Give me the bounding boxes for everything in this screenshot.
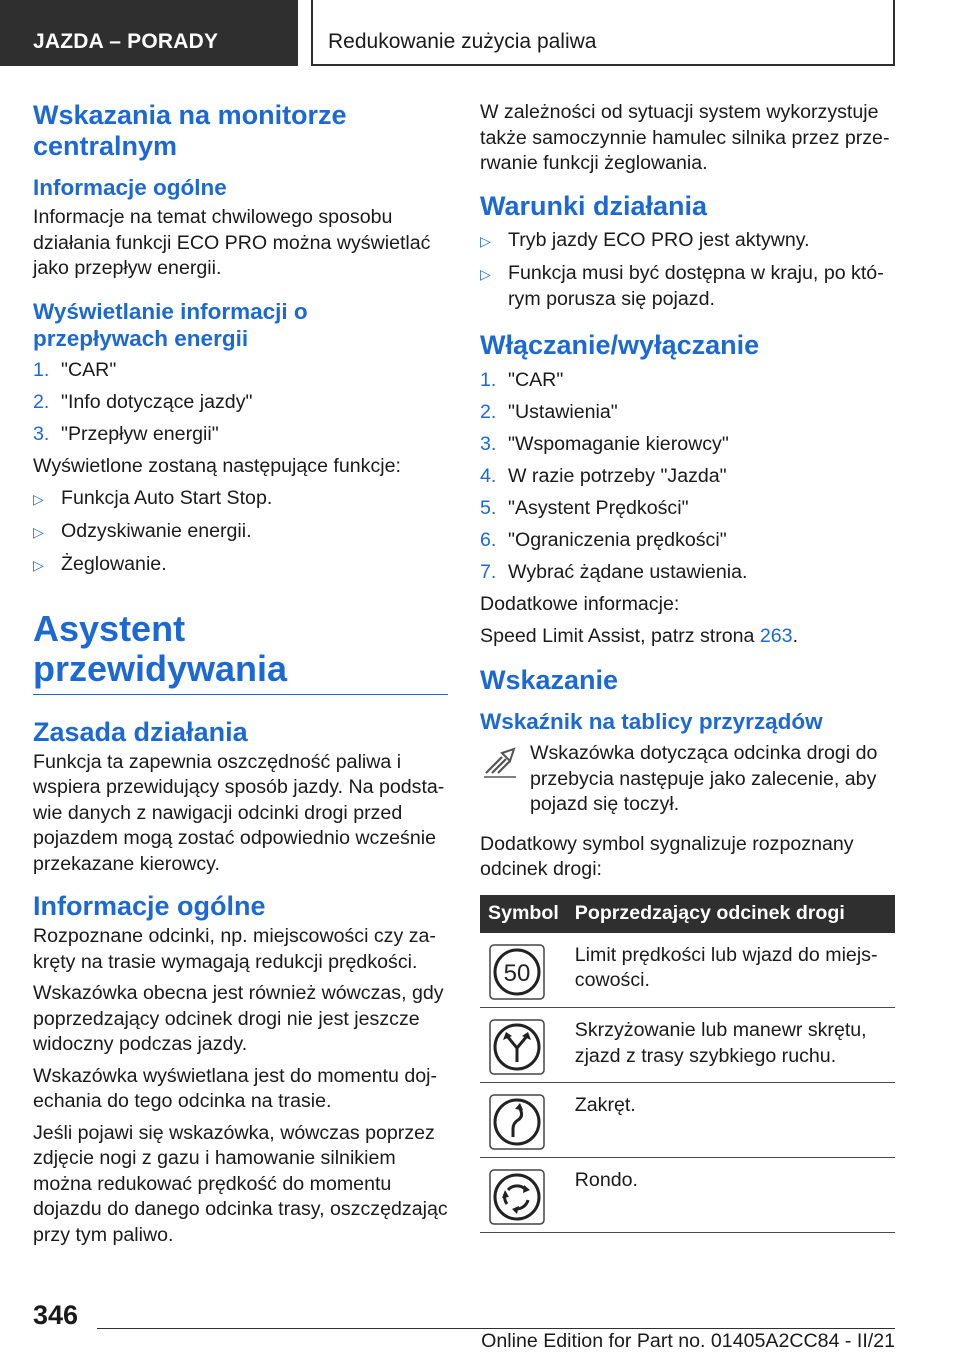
list-item (480, 496, 895, 522)
list-item (480, 528, 895, 554)
list-item (33, 486, 448, 513)
step-number: 4. (480, 464, 497, 487)
symbol-table (480, 895, 895, 1234)
paragraph-extra-symbol: Dodatkowy symbol sygnalizuje rozpoznany odcinek drogi: (480, 832, 854, 880)
section-cell: Limit prędkości lub wjazd do miejscowości. (567, 933, 895, 1008)
page-link[interactable]: 263 (759, 624, 793, 647)
bullet-list-conditions (480, 228, 895, 312)
heading-instrument-cluster: Wskaźnik na tablicy przyrządów (480, 709, 823, 734)
triangle-bullet-icon: ▷ (33, 491, 44, 507)
step-text: "Ograniczenia prędkości" (508, 528, 727, 551)
speed-limit-value: 50 (503, 959, 531, 987)
curve-icon (488, 1093, 546, 1151)
heading-monitor: Wskazania na monitorze centralnym (33, 100, 347, 161)
bullet-list-left (33, 486, 448, 579)
symbol-cell (480, 1008, 567, 1083)
steps-list-right (480, 368, 895, 586)
step-number: 5. (480, 496, 497, 519)
steps-list-left (33, 358, 448, 448)
step-number: 1. (33, 359, 50, 381)
column-header-symbol: Symbol (480, 895, 567, 933)
triangle-bullet-icon: ▷ (33, 557, 44, 573)
step-text: "CAR" (61, 359, 117, 381)
paragraph-info-2b: Wskazówka obecna jest również wówczas, gdy poprzedzający odcinek drogi nie jest jeszcze widoczny podczas jazdy. (33, 982, 444, 1055)
table-row (480, 1008, 895, 1083)
heading-principle: Zasada działania (33, 716, 248, 747)
bullet-text: Tryb jazdy ECO PRO jest aktywny. (508, 229, 810, 251)
step-number: 6. (480, 528, 497, 551)
table-row (480, 1158, 895, 1233)
table-row (480, 933, 895, 1008)
list-item (33, 390, 448, 416)
right-column (480, 100, 895, 1233)
link-prefix: Speed Limit Assist, patrz strona (480, 624, 760, 647)
column-header-section: Poprzedzający odcinek drogi (567, 895, 895, 933)
junction-icon (488, 1018, 546, 1076)
step-text: "Asystent Prędkości" (508, 496, 689, 519)
step-number: 3. (33, 423, 50, 445)
list-item (33, 358, 448, 384)
step-text: W razie potrzeby "Jazda" (508, 464, 727, 487)
heading-assistant: Asystent przewidywania (33, 607, 288, 689)
step-text: "Ustawienia" (508, 400, 618, 423)
list-item (33, 422, 448, 448)
list-item (480, 228, 895, 255)
paragraph-info-2d: Jeśli pojawi się wskazówka, wówczas poprzez zdjęcie nogi z gazu i hamowanie silnikiem można redukować prędkość do momentu dojazdu do danego odcinka trasy, oszczędzając przy tym paliwo. (33, 1121, 448, 1246)
footer-rule (97, 1328, 895, 1329)
list-item (480, 432, 895, 458)
list-item (33, 552, 448, 579)
edition-note: Online Edition for Part no. 01405A2CC84 - II/21 (481, 1330, 895, 1352)
list-item (480, 400, 895, 426)
list-item (480, 261, 895, 312)
bullet-text: Funkcja musi być dostępna w kraju, po którym porusza się pojazd. (508, 262, 884, 310)
list-item (480, 368, 895, 394)
table-header-row (480, 895, 895, 933)
bullet-text: Funkcja Auto Start Stop. (61, 487, 273, 509)
list-item (33, 519, 448, 546)
paragraph-more-info: Dodatkowe informacje: (480, 592, 680, 615)
section-cell: Skrzyżowanie lub manewr skrętu, zjazd z trasy szybkiego ruchu. (567, 1008, 895, 1083)
section-cell: Rondo. (567, 1158, 895, 1233)
step-number: 3. (480, 432, 497, 455)
triangle-bullet-icon: ▷ (480, 233, 491, 249)
symbol-cell (480, 1158, 567, 1233)
heading-indication: Wskazanie (480, 665, 619, 695)
step-text: "Info dotyczące jazdy" (61, 391, 253, 413)
coasting-hint-icon (480, 743, 520, 783)
list-item (480, 464, 895, 490)
page-number: 346 (33, 1300, 79, 1330)
step-text: "Przepływ energii" (61, 423, 219, 445)
section-tab: JAZDA – PORADY (0, 0, 298, 66)
paragraph-principle: Funkcja ta zapewnia oszczędność paliwa i wspiera przewidujący sposób jazdy. Na podstawie danych z nawigacji odcinki drogi przed pojazdem mogą zostać odpowiednio wcześnie przekazane kierowcy. (33, 750, 445, 875)
bullet-text: Odzyskiwanie energii. (61, 520, 252, 542)
step-text: "Wspomaganie kierowcy" (508, 432, 729, 455)
paragraph-engine-brake: W zależności od sytuacji system wykorzystuje także samoczynnie hamulec silnika przez przerwanie funkcji żeglowania. (480, 101, 890, 174)
step-text: Wybrać żądane ustawienia. (508, 560, 748, 583)
step-number: 1. (480, 368, 497, 391)
paragraph-shown: Wyświetlone zostaną następujące funkcje: (33, 455, 401, 477)
paragraph-info-2c: Wskazówka wyświetlana jest do momentu dojechania do tego odcinka na trasie. (33, 1064, 438, 1112)
symbol-cell (480, 933, 567, 1008)
left-column (33, 100, 448, 1248)
triangle-bullet-icon: ▷ (480, 266, 491, 282)
list-item (480, 560, 895, 586)
chapter-title: Redukowanie zużycia paliwa (311, 0, 895, 66)
heading-conditions: Warunki działania (480, 190, 708, 221)
step-text: "CAR" (508, 368, 564, 391)
roundabout-icon (488, 1168, 546, 1226)
step-number: 7. (480, 560, 497, 583)
step-number: 2. (33, 391, 50, 413)
paragraph-cluster: Wskazówka dotycząca odcinka drogi do przebycia następuje jako zalecenie, aby pojazd się toczył. (530, 742, 878, 815)
step-number: 2. (480, 400, 497, 423)
heading-rule (33, 694, 448, 695)
paragraph-info-2a: Rozpoznane odcinki, np. miejscowości czy zakręty na trasie wymagają redukcji prędkości. (33, 925, 436, 973)
bullet-text: Żeglowanie. (61, 553, 167, 575)
triangle-bullet-icon: ▷ (33, 524, 44, 540)
heading-info-general-2: Informacje ogólne (33, 891, 266, 921)
symbol-cell (480, 1083, 567, 1158)
table-row (480, 1083, 895, 1158)
heading-on-off: Włączanie/wyłączanie (480, 330, 760, 360)
section-cell: Zakręt. (567, 1083, 895, 1158)
heading-info-general-1: Informacje ogólne (33, 175, 227, 200)
heading-energy-flow: Wyświetlanie informacji o przepływach energii (33, 298, 308, 351)
paragraph-link (480, 624, 895, 650)
cluster-indicator-row (480, 741, 895, 818)
paragraph-info-1: Informacje na temat chwilowego sposobu działania funkcji ECO PRO można wyświetlać jako przepływ energii. (33, 206, 431, 279)
speed-limit-50-icon (488, 943, 546, 1001)
link-suffix: . (792, 624, 799, 647)
